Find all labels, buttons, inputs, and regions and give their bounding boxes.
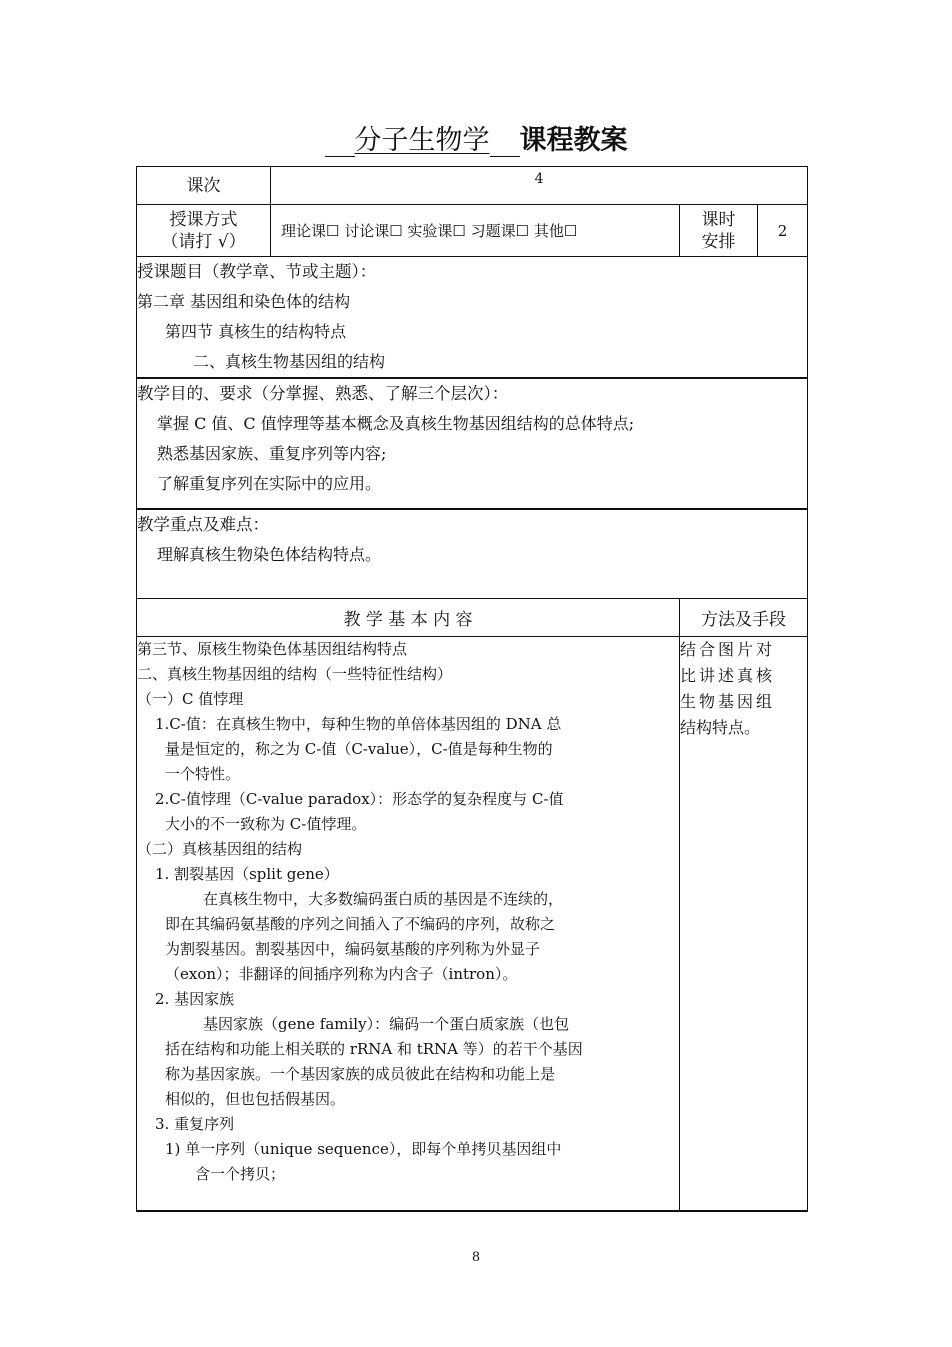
method-line: 生物基因组	[680, 691, 776, 711]
method-line: 比讲述真核	[680, 665, 776, 685]
teaching-mode-label	[137, 205, 271, 257]
lesson-number-value: 4	[271, 167, 808, 205]
teaching-mode-options: 理论课☐ 讨论课☐ 实验课☐ 习题课☐ 其他☐	[271, 205, 680, 257]
page-title	[0, 122, 952, 160]
page-number: 8	[471, 1250, 481, 1265]
content-column-header: 教 学 基 本 内 容	[137, 598, 680, 636]
content-line: 量是恒定的，称之为 C-值（C-value），C-值是每种生物的	[165, 739, 553, 758]
hours-label	[680, 205, 758, 257]
content-line: 括在结构和功能上相关联的 rRNA 和 tRNA 等）的若干个基因	[165, 1039, 583, 1058]
content-line: 二、真核生物基因组的结构（一些特征性结构）	[137, 664, 453, 683]
objective-familiar: 熟悉基因家族、重复序列等内容;	[157, 444, 387, 463]
row-main-content	[137, 636, 808, 1211]
topic-chapter: 第二章 基因组和染色体的结构	[137, 292, 351, 311]
content-line: 一个特性。	[165, 764, 241, 783]
content-line: （一）C 值悖理	[137, 689, 244, 708]
objectives-block	[137, 378, 808, 509]
content-line: 为割裂基因。割裂基因中，编码氨基酸的序列称为外显子	[165, 939, 541, 958]
hours-value: 2	[758, 205, 808, 257]
topic-header: 授课题目（教学章、节或主题）：	[137, 262, 377, 281]
hours-label-line1: 课时	[701, 209, 736, 230]
content-line: 2.C-值悖理（C-value paradox）：形态学的复杂程度与 C-值	[155, 789, 564, 808]
row-objectives	[137, 378, 808, 509]
title-underline-right	[490, 124, 520, 157]
method-cell	[680, 636, 808, 1211]
key-point-item: 理解真核生物染色体结构特点。	[157, 545, 382, 564]
teaching-mode-label-line1: 授课方式	[169, 209, 238, 230]
content-line: 大小的不一致称为 C-值悖理。	[165, 814, 367, 833]
lesson-plan-table	[136, 166, 808, 1212]
row-key-points	[137, 509, 808, 598]
lesson-number-label: 课次	[137, 167, 271, 205]
objectives-header: 教学目的、要求（分掌握、熟悉、了解三个层次）：	[137, 384, 509, 403]
content-line: （二）真核基因组的结构	[137, 839, 303, 858]
hours-label-line2: 安排	[701, 231, 736, 252]
teaching-mode-label-line2: （请打 √）	[161, 231, 246, 252]
objective-understand: 了解重复序列在实际中的应用。	[157, 474, 382, 493]
topic-section: 第四节 真核生的结构特点	[165, 322, 347, 341]
content-line: 含一个拷贝；	[195, 1164, 286, 1183]
method-column-header: 方法及手段	[680, 598, 808, 636]
topic-block	[137, 257, 808, 379]
method-line: 结构特点。	[680, 717, 761, 737]
content-line: 1) 单一序列（unique sequence），即每个单拷贝基因组中	[165, 1139, 562, 1158]
method-line: 结合图片对	[680, 639, 776, 659]
row-section-header	[137, 598, 808, 636]
title-suffix: 课程教案	[519, 125, 628, 156]
content-line: 1. 割裂基因（split gene）	[155, 864, 339, 883]
row-teaching-mode	[137, 205, 808, 257]
course-name: 分子生物学	[354, 125, 490, 156]
title-underline-left	[325, 124, 355, 157]
content-line: （exon）；非翻译的间插序列称为内含子（intron）。	[165, 964, 518, 983]
topic-subsection: 二、真核生物基因组的结构	[193, 352, 386, 371]
objective-master: 掌握 C 值、C 值悖理等基本概念及真核生物基因组结构的总体特点;	[157, 414, 635, 433]
content-line: 在真核生物中，大多数编码蛋白质的基因是不连续的，	[203, 889, 564, 908]
key-points-block	[137, 509, 808, 598]
content-line: 即在其编码氨基酸的序列之间插入了不编码的序列，故称之	[165, 914, 556, 933]
content-line: 相似的，但也包括假基因。	[165, 1089, 346, 1108]
content-line: 2. 基因家族	[155, 989, 235, 1008]
content-line: 1.C-值：在真核生物中，每种生物的单倍体基因组的 DNA 总	[155, 714, 562, 733]
row-topic	[137, 257, 808, 379]
main-content-cell	[137, 636, 680, 1211]
content-line: 3. 重复序列	[155, 1114, 235, 1133]
row-lesson-number	[137, 167, 808, 205]
content-line: 基因家族（gene family）：编码一个蛋白质家族（也包	[203, 1014, 570, 1033]
key-points-header: 教学重点及难点：	[137, 515, 269, 534]
content-line: 第三节、原核生物染色体基因组结构特点	[137, 639, 408, 658]
content-line: 称为基因家族。一个基因家族的成员彼此在结构和功能上是	[165, 1064, 556, 1083]
